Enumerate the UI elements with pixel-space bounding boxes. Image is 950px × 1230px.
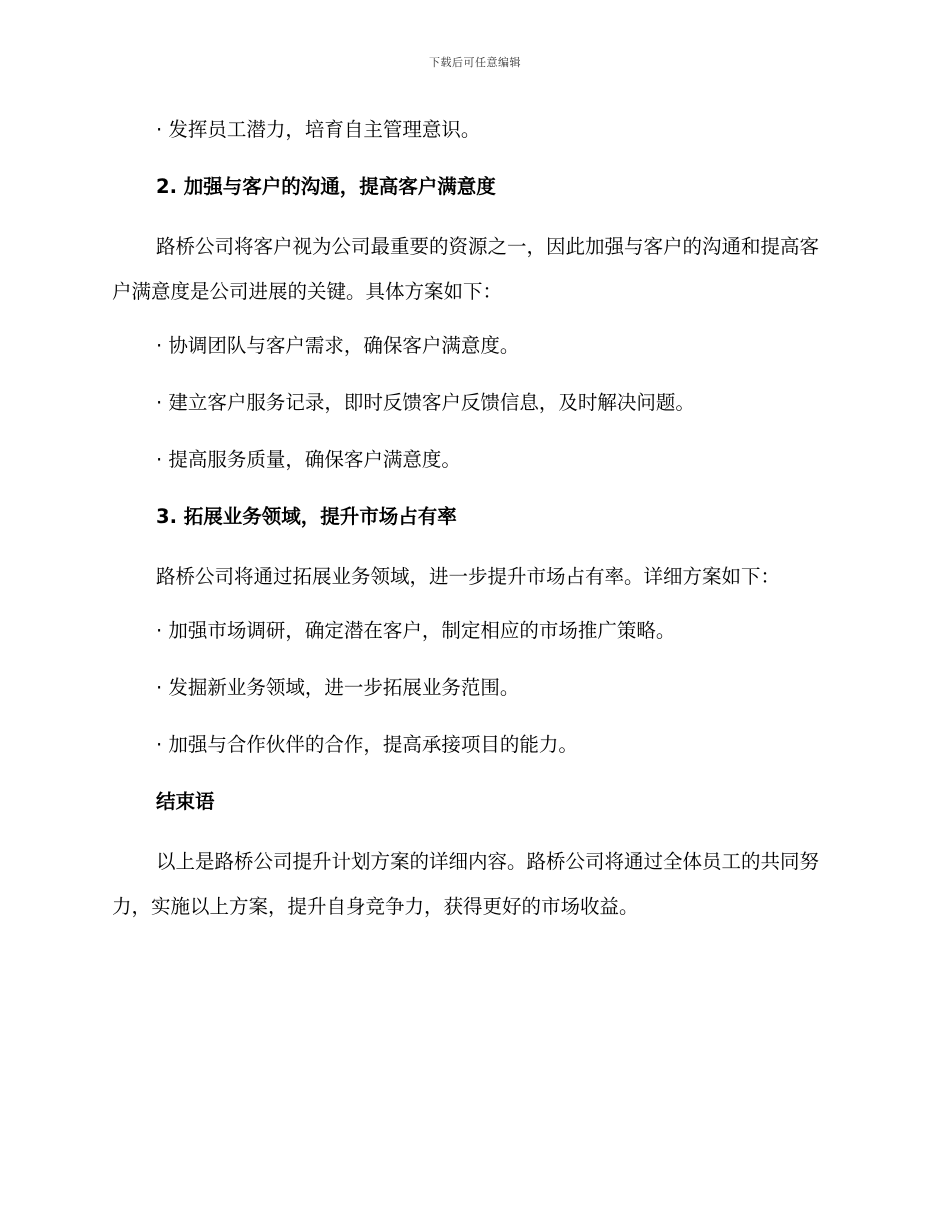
paragraph: 以上是路桥公司提升计划方案的详细内容。路桥公司将通过全体员工的共同努力，实施以上方案，提升自身竞争力，获得更好的市场收益。 <box>112 850 820 918</box>
paragraph: 路桥公司将客户视为公司最重要的资源之一，因此加强与客户的沟通和提高客户满意度是公司进展的关键。具体方案如下： <box>112 235 820 303</box>
bullet-item: · 建立客户服务记录，即时反馈客户反馈信息，及时解决问题。 <box>156 391 695 414</box>
paragraph: 路桥公司将通过拓展业务领域，进一步提升市场占有率。详细方案如下： <box>156 565 781 588</box>
section-heading: 结束语 <box>156 790 215 813</box>
bullet-item: · 协调团队与客户需求，确保客户满意度。 <box>156 334 520 357</box>
section-heading: 2. 加强与客户的沟通，提高客户满意度 <box>156 175 496 198</box>
bullet-item: · 加强市场调研，确定潜在客户，制定相应的市场推广策略。 <box>156 619 676 642</box>
document-body <box>112 110 832 941</box>
section-heading: 3. 拓展业务领域，提升市场占有率 <box>156 505 457 528</box>
bullet-item: · 加强与合作伙伴的合作，提高承接项目的能力。 <box>156 733 578 756</box>
bullet-item: · 发挥员工潜力，培育自主管理意识。 <box>156 118 481 141</box>
bullet-item: · 发掘新业务领域，进一步拓展业务范围。 <box>156 676 520 699</box>
header-note: 下载后可任意编辑 <box>429 56 521 69</box>
bullet-item: · 提高服务质量，确保客户满意度。 <box>156 448 461 471</box>
